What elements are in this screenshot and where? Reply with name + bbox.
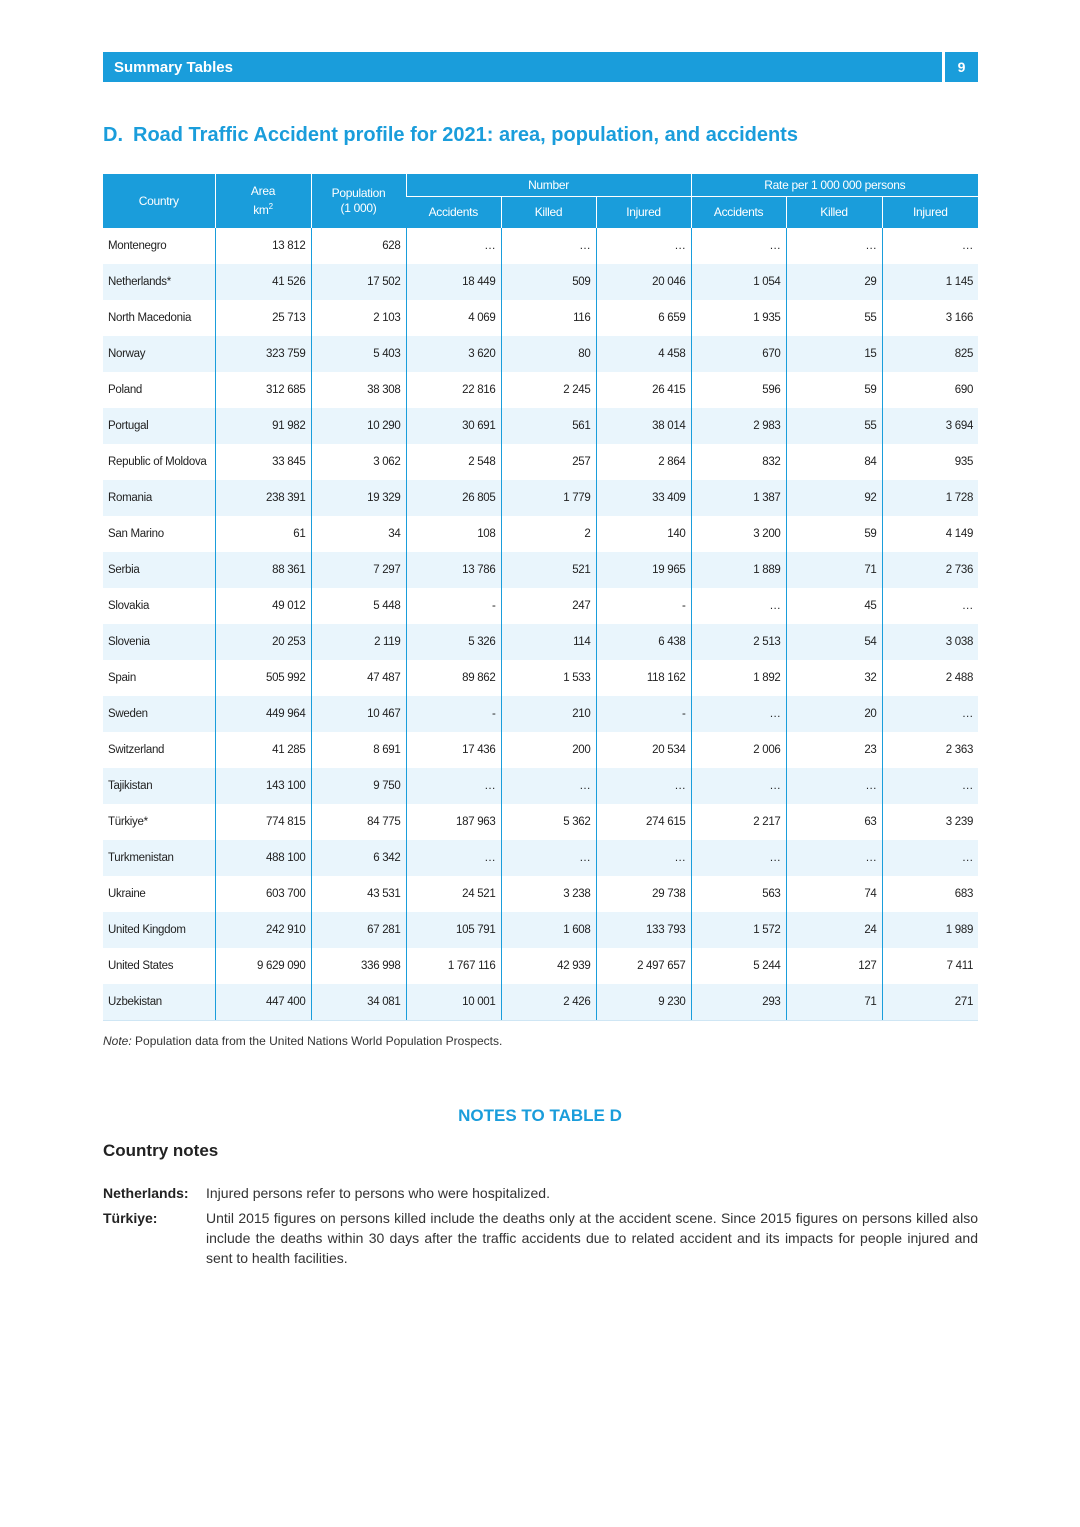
cell-rate-injured: 3 166 [882,300,978,336]
cell-killed: 1 533 [501,660,596,696]
cell-injured: 133 793 [596,912,691,948]
header-rate-group: Rate per 1 000 000 persons [691,174,978,197]
cell-rate-injured: … [882,840,978,876]
cell-accidents: 5 326 [406,624,501,660]
cell-population: 5 403 [311,336,406,372]
cell-rate-killed: … [786,768,882,804]
cell-killed: … [501,228,596,264]
country-note-turkiye [103,1208,978,1268]
cell-killed: 521 [501,552,596,588]
cell-rate-killed: 71 [786,984,882,1020]
cell-country: Türkiye* [103,804,215,840]
table-bottom-rule [103,1020,978,1021]
cell-injured: 4 458 [596,336,691,372]
cell-killed: 509 [501,264,596,300]
header-title: Summary Tables [114,58,233,76]
table-row [103,480,978,516]
cell-rate-killed: 59 [786,372,882,408]
cell-country: Tajikistan [103,768,215,804]
header-number-accidents: Accidents [406,197,501,229]
table-row [103,840,978,876]
cell-population: 628 [311,228,406,264]
header-number-killed: Killed [501,197,596,229]
cell-rate-killed: 59 [786,516,882,552]
cell-country: United States [103,948,215,984]
cell-rate-injured: … [882,588,978,624]
cell-rate-injured: 271 [882,984,978,1020]
cell-rate-killed: 127 [786,948,882,984]
cell-country: Ukraine [103,876,215,912]
cell-population: 38 308 [311,372,406,408]
header-population-label: Population [331,186,386,200]
cell-accidents: 10 001 [406,984,501,1020]
cell-rate-accidents: … [691,588,786,624]
table-body [103,228,978,1020]
cell-population: 7 297 [311,552,406,588]
cell-rate-killed: 84 [786,444,882,480]
header-number-injured: Injured [596,197,691,229]
cell-country: Republic of Moldova [103,444,215,480]
cell-injured: - [596,588,691,624]
cell-injured: 33 409 [596,480,691,516]
cell-area: 242 910 [215,912,311,948]
cell-killed: 200 [501,732,596,768]
cell-rate-killed: 20 [786,696,882,732]
cell-population: 47 487 [311,660,406,696]
cell-rate-injured: … [882,228,978,264]
cell-population: 6 342 [311,840,406,876]
cell-rate-accidents: 293 [691,984,786,1020]
table-row [103,624,978,660]
cell-rate-injured: 2 736 [882,552,978,588]
cell-country: San Marino [103,516,215,552]
section-title-text: Road Traffic Accident profile for 2021: area, population, and accidents [133,124,798,146]
table-row [103,372,978,408]
header-rate-killed: Killed [786,197,882,229]
cell-accidents: 2 548 [406,444,501,480]
table-row [103,696,978,732]
cell-population: 84 775 [311,804,406,840]
cell-rate-killed: 74 [786,876,882,912]
cell-rate-killed: 55 [786,408,882,444]
note-text: Population data from the United Nations World Population Prospects. [131,1034,503,1048]
cell-accidents: 26 805 [406,480,501,516]
cell-rate-accidents: 5 244 [691,948,786,984]
table-row [103,588,978,624]
cell-rate-accidents: … [691,696,786,732]
table-row [103,516,978,552]
cell-rate-accidents: … [691,228,786,264]
table-row [103,300,978,336]
cell-rate-injured: … [882,768,978,804]
cell-killed: 5 362 [501,804,596,840]
cell-area: 488 100 [215,840,311,876]
cell-rate-injured: 4 149 [882,516,978,552]
cell-country: Slovakia [103,588,215,624]
cell-accidents: 30 691 [406,408,501,444]
cell-killed: 1 779 [501,480,596,516]
cell-rate-accidents: 2 513 [691,624,786,660]
table-note [103,1034,502,1048]
cell-area: 13 812 [215,228,311,264]
section-title [103,124,798,147]
country-note-label: Türkiye: [103,1210,158,1226]
cell-country: Poland [103,372,215,408]
table-row [103,948,978,984]
cell-killed: 1 608 [501,912,596,948]
cell-killed: 116 [501,300,596,336]
table-row [103,408,978,444]
cell-area: 49 012 [215,588,311,624]
cell-injured: - [596,696,691,732]
cell-injured: 9 230 [596,984,691,1020]
cell-killed: 210 [501,696,596,732]
cell-rate-injured: 2 488 [882,660,978,696]
notes-title: NOTES TO TABLE D [458,1106,622,1125]
cell-rate-accidents: 1 054 [691,264,786,300]
cell-killed: 42 939 [501,948,596,984]
cell-accidents: - [406,696,501,732]
cell-killed: 3 238 [501,876,596,912]
cell-population: 5 448 [311,588,406,624]
cell-population: 10 467 [311,696,406,732]
cell-rate-killed: 45 [786,588,882,624]
table-row [103,552,978,588]
cell-area: 505 992 [215,660,311,696]
cell-population: 2 119 [311,624,406,660]
cell-country: Norway [103,336,215,372]
table-row [103,876,978,912]
cell-accidents: 108 [406,516,501,552]
cell-rate-injured: 3 694 [882,408,978,444]
cell-country: Switzerland [103,732,215,768]
header-area-label: Area [250,184,276,198]
cell-population: 34 [311,516,406,552]
cell-area: 9 629 090 [215,948,311,984]
cell-country: Sweden [103,696,215,732]
cell-accidents: … [406,840,501,876]
country-note-label: Netherlands: [103,1185,189,1201]
cell-area: 41 285 [215,732,311,768]
cell-population: 43 531 [311,876,406,912]
cell-rate-killed: 29 [786,264,882,300]
cell-injured: 2 497 657 [596,948,691,984]
cell-rate-accidents: 2 983 [691,408,786,444]
cell-killed: … [501,768,596,804]
cell-area: 447 400 [215,984,311,1020]
cell-injured: 6 659 [596,300,691,336]
header-rate-accidents: Accidents [691,197,786,229]
country-notes-title: Country notes [103,1141,219,1160]
cell-country: Turkmenistan [103,840,215,876]
cell-rate-injured: 1 728 [882,480,978,516]
table-row [103,660,978,696]
cell-area: 312 685 [215,372,311,408]
cell-accidents: 187 963 [406,804,501,840]
cell-killed: … [501,840,596,876]
cell-population: 67 281 [311,912,406,948]
cell-killed: 247 [501,588,596,624]
cell-country: Serbia [103,552,215,588]
cell-rate-killed: 63 [786,804,882,840]
header-country: Country [103,174,215,228]
cell-area: 61 [215,516,311,552]
cell-injured: … [596,840,691,876]
cell-killed: 2 [501,516,596,552]
header-population [311,174,406,228]
cell-accidents: 3 620 [406,336,501,372]
cell-rate-killed: 71 [786,552,882,588]
cell-accidents: … [406,768,501,804]
cell-population: 8 691 [311,732,406,768]
cell-country: Romania [103,480,215,516]
cell-area: 91 982 [215,408,311,444]
cell-rate-accidents: 3 200 [691,516,786,552]
cell-rate-injured: 3 239 [882,804,978,840]
cell-area: 41 526 [215,264,311,300]
cell-rate-injured: 2 363 [882,732,978,768]
cell-country: Slovenia [103,624,215,660]
cell-accidents: 1 767 116 [406,948,501,984]
header-area-sup: 2 [268,202,273,211]
cell-area: 25 713 [215,300,311,336]
table-row [103,984,978,1020]
cell-area: 449 964 [215,696,311,732]
cell-rate-accidents: … [691,840,786,876]
cell-rate-accidents: 832 [691,444,786,480]
cell-rate-accidents: 1 387 [691,480,786,516]
section-letter: D. [103,124,123,146]
cell-population: 17 502 [311,264,406,300]
cell-rate-accidents: 596 [691,372,786,408]
cell-injured: … [596,768,691,804]
cell-injured: 26 415 [596,372,691,408]
cell-rate-accidents: 563 [691,876,786,912]
header-population-unit: (1 000) [340,201,377,215]
cell-killed: 2 245 [501,372,596,408]
cell-injured: 140 [596,516,691,552]
cell-area: 143 100 [215,768,311,804]
cell-country: Montenegro [103,228,215,264]
cell-rate-accidents: … [691,768,786,804]
cell-accidents: 18 449 [406,264,501,300]
cell-rate-injured: 3 038 [882,624,978,660]
cell-injured: 20 534 [596,732,691,768]
cell-rate-accidents: 1 892 [691,660,786,696]
cell-rate-injured: 7 411 [882,948,978,984]
table-row [103,444,978,480]
page-header-bar [103,52,978,82]
cell-country: United Kingdom [103,912,215,948]
cell-population: 19 329 [311,480,406,516]
header-area [215,174,311,228]
header-area-unit: km [253,203,269,217]
country-note-netherlands [103,1183,978,1203]
cell-population: 2 103 [311,300,406,336]
cell-population: 3 062 [311,444,406,480]
cell-area: 33 845 [215,444,311,480]
cell-population: 34 081 [311,984,406,1020]
cell-injured: 6 438 [596,624,691,660]
country-note-text: Until 2015 figures on persons killed include the deaths only at the accident scene. Since 2015 figures on persons killed also include the deaths within 30 days after the traffic accidents due to related accident and its impacts for people injured and sent to health facilities. [206,1210,978,1266]
cell-accidents: 22 816 [406,372,501,408]
cell-rate-killed: 55 [786,300,882,336]
cell-rate-killed: 15 [786,336,882,372]
cell-accidents: - [406,588,501,624]
cell-rate-injured: 1 145 [882,264,978,300]
table-row [103,732,978,768]
table-row [103,336,978,372]
cell-population: 10 290 [311,408,406,444]
cell-injured: 29 738 [596,876,691,912]
note-label: Note: [103,1034,132,1048]
cell-killed: 561 [501,408,596,444]
cell-rate-accidents: 2 217 [691,804,786,840]
cell-accidents: 105 791 [406,912,501,948]
table-row [103,228,978,264]
cell-rate-killed: 23 [786,732,882,768]
cell-killed: 114 [501,624,596,660]
header-number-group: Number [406,174,691,197]
cell-injured: 118 162 [596,660,691,696]
country-note-text: Injured persons refer to persons who were hospitalized. [206,1185,550,1201]
cell-rate-killed: 54 [786,624,882,660]
cell-injured: 20 046 [596,264,691,300]
cell-injured: 38 014 [596,408,691,444]
cell-area: 20 253 [215,624,311,660]
page-number: 9 [942,52,978,82]
cell-accidents: 89 862 [406,660,501,696]
cell-killed: 80 [501,336,596,372]
table-row [103,768,978,804]
cell-area: 238 391 [215,480,311,516]
cell-injured: 274 615 [596,804,691,840]
cell-country: Spain [103,660,215,696]
cell-killed: 257 [501,444,596,480]
table-row [103,264,978,300]
cell-rate-injured: 683 [882,876,978,912]
cell-rate-injured: … [882,696,978,732]
table-row [103,912,978,948]
cell-rate-killed: 92 [786,480,882,516]
cell-area: 323 759 [215,336,311,372]
cell-country: North Macedonia [103,300,215,336]
cell-rate-injured: 825 [882,336,978,372]
cell-rate-injured: 935 [882,444,978,480]
cell-rate-injured: 690 [882,372,978,408]
accident-profile-table [103,174,978,1020]
cell-country: Netherlands* [103,264,215,300]
cell-population: 336 998 [311,948,406,984]
cell-accidents: 24 521 [406,876,501,912]
cell-accidents: 17 436 [406,732,501,768]
table-row [103,804,978,840]
cell-accidents: 13 786 [406,552,501,588]
cell-injured: 19 965 [596,552,691,588]
cell-rate-killed: 32 [786,660,882,696]
cell-rate-killed: … [786,840,882,876]
cell-area: 774 815 [215,804,311,840]
cell-rate-killed: … [786,228,882,264]
cell-injured: … [596,228,691,264]
cell-accidents: 4 069 [406,300,501,336]
cell-area: 88 361 [215,552,311,588]
cell-rate-injured: 1 989 [882,912,978,948]
cell-area: 603 700 [215,876,311,912]
cell-country: Portugal [103,408,215,444]
cell-killed: 2 426 [501,984,596,1020]
cell-country: Uzbekistan [103,984,215,1020]
cell-rate-accidents: 1 935 [691,300,786,336]
cell-rate-accidents: 1 572 [691,912,786,948]
cell-rate-accidents: 1 889 [691,552,786,588]
cell-accidents: … [406,228,501,264]
cell-rate-killed: 24 [786,912,882,948]
cell-injured: 2 864 [596,444,691,480]
header-rate-injured: Injured [882,197,978,229]
cell-rate-accidents: 2 006 [691,732,786,768]
cell-population: 9 750 [311,768,406,804]
cell-rate-accidents: 670 [691,336,786,372]
